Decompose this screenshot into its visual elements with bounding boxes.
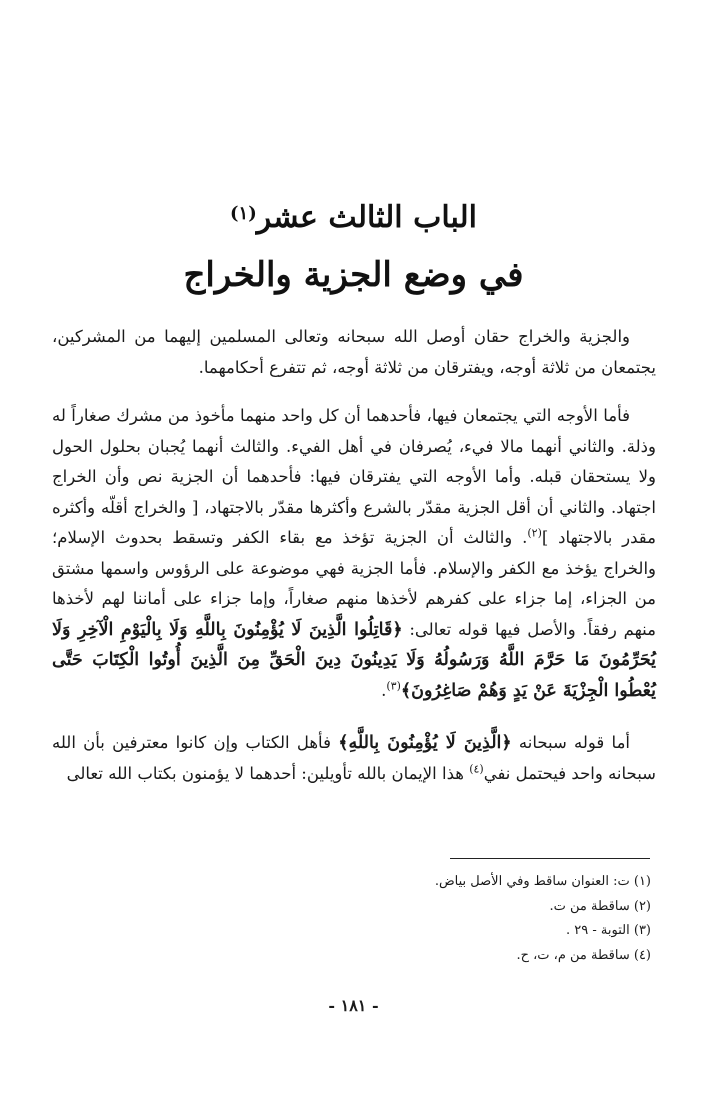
paragraph-2-part-b: . والثالث أن الجزية تؤخذ مع بقاء الكفر وتسقط بحدوث الإسلام؛ والخراج يؤخذ مع الكفر والإسلام. فأما الجزية فهي موضوعة على الرؤوس واسمها مشتق من الجزاء، إما جزاء على كفرهم لأخذها منهم صغاراً، وإما جزاء على أماننا لهم لأخذها منهم رفقاً. والأصل فيها قوله تعالى: [52, 528, 656, 639]
page-number: - ١٨١ - [328, 996, 379, 1015]
paragraph-3-text [52, 728, 656, 789]
footnote-ref-2: (٢) [527, 526, 542, 540]
footnote-2: (٢) ساقطة من ت. [549, 898, 651, 914]
chapter-subtitle: في وضع الجزية والخراج [183, 255, 524, 295]
footnote-4: (٤) ساقطة من م، ت، ح. [516, 947, 651, 963]
paragraph-2-part-a: فأما الأوجه التي يجتمعان فيها، فأحدهما أن كل واحد منهما مأخوذ من مشرك صغاراً له وذلة. والثاني أنهما مالا فيء، يُصرفان في أهل الفيء. والثالث أنهما يُجبان بحلول الحول ولا يستحقان قبله. وأما الأوجه التي يفترقان فيها: فأحدهما أن الجزية نص وأن الخراج اجتهاد. والثاني أن أقل الجزية مقدّر بالشرع وأكثرها مقدّر بالاجتهاد، [ والخراج أقلّه وأكثره مقدر بالاجتهاد ] [52, 406, 656, 547]
footnote-1: (١) ت: العنوان ساقط وفي الأصل بياض. [434, 874, 651, 889]
quran-verse-quote: ﴿الَّذِينَ لَا يُؤْمِنُونَ بِاللَّهِ﴾ [338, 733, 512, 753]
chapter-title [60, 196, 647, 240]
chapter-title-footnote-ref: (١) [229, 203, 257, 224]
paragraph-1-text: والجزية والخراج حقان أوصل الله سبحانه وتعالى المسلمين إليهما من المشركين، يجتمعان من ثلاثة أوجه، ويفترقان من ثلاثة أوجه، ثم تتفرع أحكامهما. [52, 327, 656, 377]
paragraph-3 [52, 728, 656, 789]
footnote-divider [450, 858, 650, 859]
paragraph-2 [52, 401, 656, 706]
paragraph-3-part-b: فأهل الكتاب وإن كانوا معترفين بأن الله سبحانه واحد فيحتمل نفي [52, 733, 656, 783]
paragraph-1 [52, 322, 656, 383]
footnotes [251, 870, 651, 968]
footnote-ref-4: (٤) [469, 762, 484, 775]
paragraph-3-part-a: أما قوله سبحانه [518, 733, 630, 752]
footnote-3: (٣) التوبة - ٢٩ . [566, 923, 651, 938]
quran-verse-tawbah-29: ﴿قَاتِلُوا الَّذِينَ لَا يُؤْمِنُونَ بِاللَّهِ وَلَا بِالْيَوْمِ الْآخِرِ وَلَا يُحَرِّمُونَ مَا حَرَّمَ اللَّهُ وَرَسُولُهُ وَلَا يَدِينُونَ دِينَ الْحَقِّ مِنَ الَّذِينَ أُوتُوا الْكِتَابَ حَتَّى يُعْطُوا الْجِزْيَةَ عَنْ يَدٍ وَهُمْ صَاغِرُونَ﴾ [52, 619, 656, 701]
paragraph-3-part-c: هذا الإيمان بالله تأويلين: أحدهما لا يؤمنون بكتاب الله تعالى [66, 763, 464, 783]
paragraph-2-text: فأما الأوجه التي يجتمعان فيها، فأحدهما أن كل واحد منهما مأخوذ من مشرك صغاراً له وذلة. والثاني أنهما مالا فيء، يُصرفان في أهل الفيء. والثالث أنهما يُجبان بحلول الحول ولا يستحقان قبله. وأما الأوجه التي يفترقان فيها: فأحدهما أن الجزية نص وأن الخراج اجتهاد. والثاني أن أقل الجزية مقدّر بالشرع وأكثرها مقدّر بالاجتهاد، [ والخراج أقلّه وأكثره مقدر بالاجتهاد ]$^{(٢)}$. والثالث أن الجزية تؤخذ مع بقاء الكفر وتسقط بحدوث الإسلام؛ والخراج يؤخذ مع الكفر والإسلام. فأما الجزية فهي موضوعة على الرؤوس واسمها مشتق من الجزاء، إما جزاء على كفرهم لأخذها منهم صغاراً، وإما جزاء على أماننا لهم لأخذها منهم رفقاً. والأصل فيها قوله تعالى: ﴿قَاتِلُوا الَّذِينَ لَا يُؤْمِنُونَ بِاللَّهِ وَلَا بِالْيَوْمِ الْآخِرِ وَلَا يُحَرِّمُونَ مَا حَرَّمَ اللَّهُ وَرَسُولُهُ وَلَا يَدِينُونَ دِينَ الْحَقِّ مِنَ الَّذِينَ أُوتُوا الْكِتَابَ حَتَّى يُعْطُوا الْجِزْيَةَ عَنْ يَدٍ وَهُمْ صَاغِرُونَ﴾$^{(٣)}$. [52, 406, 656, 701]
chapter-title-text: الباب الثالث عشر [256, 200, 478, 235]
footnote-ref-3: (٣) [386, 679, 401, 692]
